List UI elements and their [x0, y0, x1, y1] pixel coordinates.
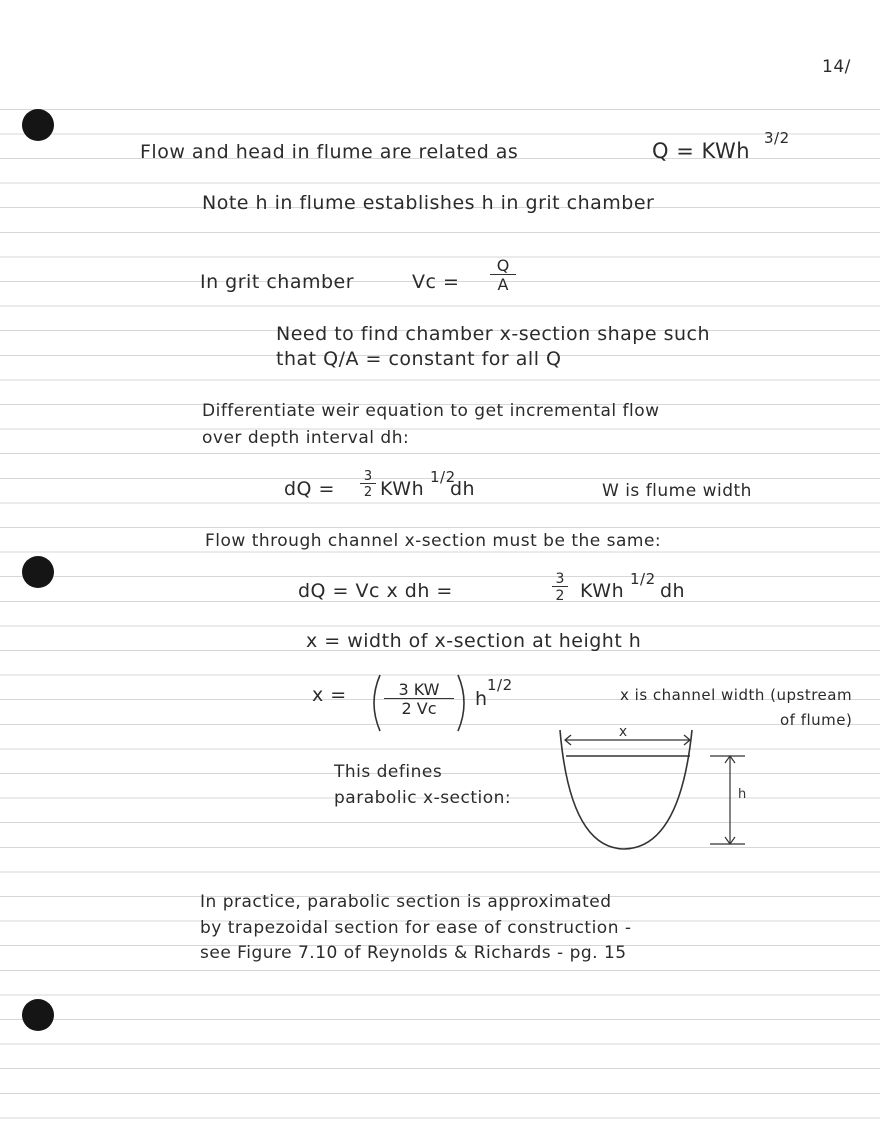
parabolic-section-diagram: [540, 718, 780, 858]
right-paren: [452, 672, 474, 734]
channel-width-note-2: of flume): [780, 711, 853, 729]
x-equals: x =: [312, 684, 347, 706]
x-exponent: 1/2: [487, 676, 513, 694]
need-line-2: that Q/A = constant for all Q: [276, 348, 562, 370]
punch-hole-middle: [22, 556, 54, 588]
x-dimension-label: x: [618, 724, 628, 740]
fraction-numerator: 3 KW: [384, 682, 454, 699]
dq-lhs: dQ =: [284, 478, 335, 500]
dq-exponent: 1/2: [430, 468, 456, 486]
dq-rhs: KWh: [380, 478, 425, 500]
fraction-denominator: A: [497, 275, 509, 294]
flume-width-note: W is flume width: [602, 481, 752, 501]
dq2-lhs: dQ = Vc x dh =: [298, 580, 453, 602]
fraction-denominator: 2 Vc: [401, 699, 437, 718]
fraction-numerator: 3: [360, 470, 376, 484]
differentiate-line-1: Differentiate weir equation to get incremental flow: [202, 401, 660, 421]
flow-exponent: 3/2: [764, 129, 790, 147]
dq2-exponent: 1/2: [630, 570, 656, 588]
practice-line-3: see Figure 7.10 of Reynolds & Richards - pg. 15: [200, 943, 627, 963]
page-number: 14/: [822, 57, 851, 77]
parabola-curve: [560, 730, 692, 849]
practice-line-2: by trapezoidal section for ease of construction -: [200, 918, 632, 938]
defines-line-2: parabolic x-section:: [334, 788, 512, 808]
q-over-a-fraction: [490, 258, 516, 293]
x-definition: x = width of x-section at height h: [306, 630, 642, 652]
dq2-rhs: KWh: [580, 580, 625, 602]
dq-dh: dh: [450, 478, 476, 500]
channel-width-note-1: x is channel width (upstream: [620, 686, 853, 704]
three-halves-fraction: [360, 470, 376, 499]
fraction-numerator: 3: [552, 572, 568, 587]
defines-line-1: This defines: [334, 762, 443, 782]
left-paren: [364, 672, 386, 734]
kw-over-vc-fraction: [384, 682, 454, 717]
vc-equals: Vc =: [412, 271, 460, 293]
x-h: h: [475, 688, 488, 710]
flow-relation-text: Flow and head in flume are related as: [140, 141, 519, 163]
dq2-dh: dh: [660, 580, 686, 602]
differentiate-line-2: over depth interval dh:: [202, 428, 410, 448]
top-margin: [0, 0, 880, 104]
punch-hole-top: [22, 109, 54, 141]
fraction-denominator: 2: [555, 588, 565, 604]
need-line-1: Need to find chamber x-section shape such: [276, 323, 711, 345]
same-flow-text: Flow through channel x-section must be the same:: [205, 531, 662, 551]
practice-line-1: In practice, parabolic section is approximated: [200, 892, 612, 912]
fraction-denominator: 2: [363, 485, 373, 500]
flow-equation: Q = KWh: [652, 139, 751, 163]
note-text: Note h in flume establishes h in grit chamber: [202, 192, 655, 214]
h-dimension-label: h: [738, 787, 747, 802]
fraction-numerator: Q: [490, 258, 516, 275]
grit-label: In grit chamber: [200, 271, 355, 293]
three-halves-fraction-2: [552, 572, 568, 603]
punch-hole-bottom: [22, 999, 54, 1031]
